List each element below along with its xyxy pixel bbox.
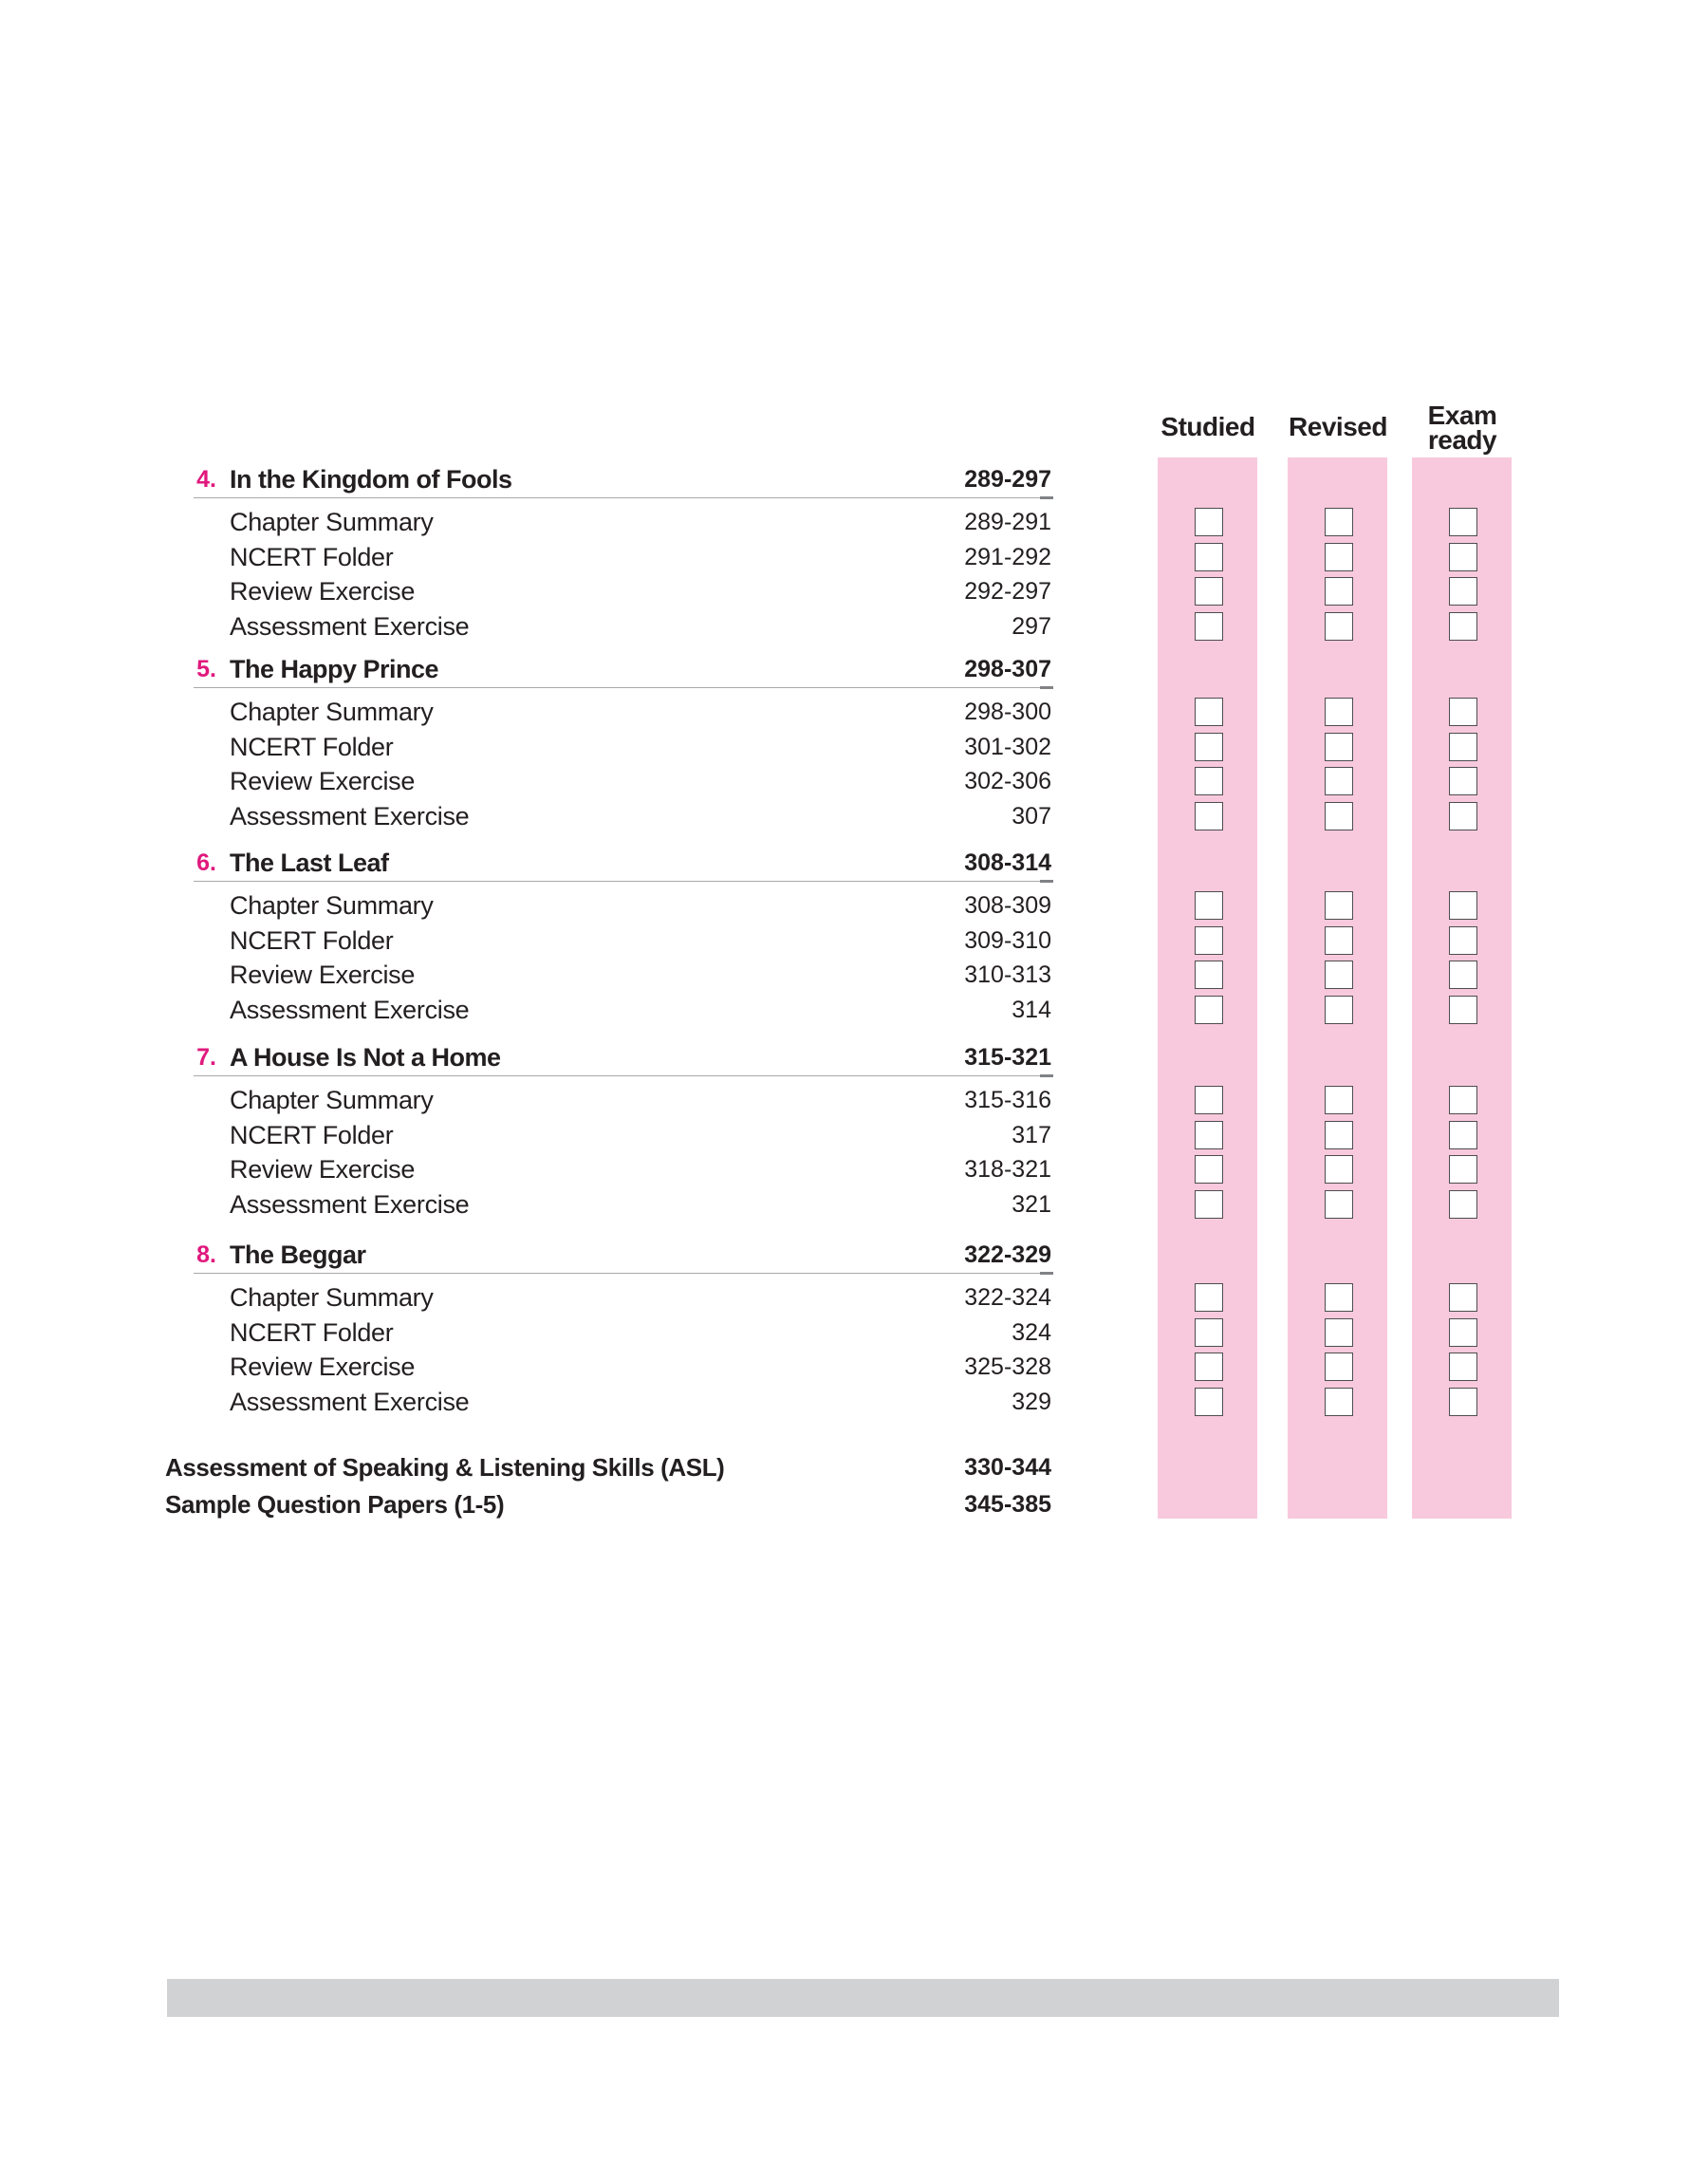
section-pages: 307 bbox=[1012, 803, 1051, 830]
chapter-title: The Beggar bbox=[230, 1241, 366, 1269]
exam-ready-checkbox[interactable] bbox=[1449, 543, 1477, 571]
chapter-number: 7. bbox=[196, 1044, 216, 1071]
exam-ready-checkbox[interactable] bbox=[1449, 612, 1477, 641]
chapter-number: 8. bbox=[196, 1241, 216, 1268]
exam-ready-checkbox[interactable] bbox=[1449, 1155, 1477, 1184]
studied-checkbox[interactable] bbox=[1195, 1388, 1223, 1416]
studied-checkbox[interactable] bbox=[1195, 961, 1223, 989]
extra-title: Assessment of Speaking & Listening Skills (ASL) bbox=[165, 1453, 725, 1482]
chapter-title: The Last Leaf bbox=[230, 849, 389, 877]
extra-title: Sample Question Papers (1-5) bbox=[165, 1490, 505, 1519]
section-title: Review Exercise bbox=[230, 961, 416, 989]
section-pages: 292-297 bbox=[964, 578, 1051, 605]
exam-ready-checkbox[interactable] bbox=[1449, 698, 1477, 726]
revised-checkbox[interactable] bbox=[1325, 961, 1353, 989]
section-pages: 310-313 bbox=[964, 961, 1051, 988]
chapter-row bbox=[0, 1040, 1708, 1074]
chapter-divider-tick bbox=[1040, 1074, 1053, 1077]
revised-checkbox[interactable] bbox=[1325, 996, 1353, 1024]
chapter-row bbox=[0, 1238, 1708, 1272]
revised-checkbox[interactable] bbox=[1325, 767, 1353, 795]
extra-row bbox=[0, 1450, 1708, 1484]
section-title: Chapter Summary bbox=[230, 508, 434, 536]
exam-ready-checkbox[interactable] bbox=[1449, 1318, 1477, 1347]
section-title: NCERT Folder bbox=[230, 926, 394, 955]
chapter-pages: 289-297 bbox=[964, 466, 1051, 493]
chapter-title: The Happy Prince bbox=[230, 655, 439, 683]
section-pages: 302-306 bbox=[964, 768, 1051, 794]
chapter-number: 4. bbox=[196, 466, 216, 493]
studied-checkbox[interactable] bbox=[1195, 543, 1223, 571]
studied-checkbox[interactable] bbox=[1195, 996, 1223, 1024]
section-pages: 289-291 bbox=[964, 509, 1051, 535]
section-pages: 309-310 bbox=[964, 927, 1051, 954]
chapter-divider bbox=[194, 881, 1053, 882]
section-pages: 322-324 bbox=[964, 1284, 1051, 1311]
studied-checkbox[interactable] bbox=[1195, 1086, 1223, 1114]
section-pages: 314 bbox=[1012, 997, 1051, 1023]
footer-bar bbox=[167, 1979, 1559, 2017]
chapter-row bbox=[0, 652, 1708, 686]
revised-checkbox[interactable] bbox=[1325, 1190, 1353, 1219]
revised-checkbox[interactable] bbox=[1325, 891, 1353, 920]
exam-ready-checkbox[interactable] bbox=[1449, 891, 1477, 920]
section-title: Chapter Summary bbox=[230, 1086, 434, 1114]
section-title: Review Exercise bbox=[230, 1155, 416, 1184]
revised-checkbox[interactable] bbox=[1325, 1388, 1353, 1416]
studied-checkbox[interactable] bbox=[1195, 733, 1223, 761]
studied-checkbox[interactable] bbox=[1195, 802, 1223, 830]
revised-checkbox[interactable] bbox=[1325, 1121, 1353, 1149]
revised-checkbox[interactable] bbox=[1325, 612, 1353, 641]
chapter-pages: 322-329 bbox=[964, 1241, 1051, 1268]
section-title: Assessment Exercise bbox=[230, 996, 470, 1024]
section-pages: 329 bbox=[1012, 1389, 1051, 1415]
chapter-number: 5. bbox=[196, 656, 216, 682]
revised-checkbox[interactable] bbox=[1325, 543, 1353, 571]
studied-checkbox[interactable] bbox=[1195, 1318, 1223, 1347]
studied-checkbox[interactable] bbox=[1195, 1190, 1223, 1219]
studied-checkbox[interactable] bbox=[1195, 891, 1223, 920]
exam-ready-checkbox[interactable] bbox=[1449, 1353, 1477, 1381]
chapter-number: 6. bbox=[196, 849, 216, 876]
chapter-divider bbox=[194, 687, 1053, 688]
studied-header: Studied bbox=[1160, 412, 1255, 441]
chapter-pages: 298-307 bbox=[964, 656, 1051, 682]
section-pages: 324 bbox=[1012, 1319, 1051, 1346]
studied-checkbox[interactable] bbox=[1195, 612, 1223, 641]
revised-checkbox[interactable] bbox=[1325, 1318, 1353, 1347]
chapter-divider-tick bbox=[1040, 686, 1053, 689]
studied-checkbox[interactable] bbox=[1195, 1121, 1223, 1149]
exam-ready-checkbox[interactable] bbox=[1449, 926, 1477, 955]
revised-checkbox[interactable] bbox=[1325, 508, 1353, 536]
studied-checkbox[interactable] bbox=[1195, 926, 1223, 955]
exam-ready-checkbox[interactable] bbox=[1449, 1283, 1477, 1312]
section-title: NCERT Folder bbox=[230, 733, 394, 761]
studied-checkbox[interactable] bbox=[1195, 508, 1223, 536]
revised-checkbox[interactable] bbox=[1325, 1086, 1353, 1114]
chapter-divider bbox=[194, 1075, 1053, 1076]
section-title: Assessment Exercise bbox=[230, 1190, 470, 1219]
section-title: Chapter Summary bbox=[230, 891, 434, 920]
section-pages: 298-300 bbox=[964, 699, 1051, 725]
section-title: Review Exercise bbox=[230, 1353, 416, 1381]
exam-ready-checkbox[interactable] bbox=[1449, 1190, 1477, 1219]
chapter-title: In the Kingdom of Fools bbox=[230, 465, 512, 494]
chapter-title: A House Is Not a Home bbox=[230, 1043, 501, 1072]
exam-ready-header: Exam ready bbox=[1427, 401, 1497, 455]
section-title: NCERT Folder bbox=[230, 543, 394, 571]
exam-ready-checkbox[interactable] bbox=[1449, 508, 1477, 536]
revised-checkbox[interactable] bbox=[1325, 1353, 1353, 1381]
studied-checkbox[interactable] bbox=[1195, 698, 1223, 726]
section-pages: 321 bbox=[1012, 1191, 1051, 1218]
exam-ready-checkbox[interactable] bbox=[1449, 802, 1477, 830]
section-pages: 317 bbox=[1012, 1122, 1051, 1148]
chapter-row bbox=[0, 462, 1708, 496]
section-title: Review Exercise bbox=[230, 577, 416, 606]
exam-ready-checkbox[interactable] bbox=[1449, 996, 1477, 1024]
section-pages: 315-316 bbox=[964, 1087, 1051, 1113]
chapter-divider-tick bbox=[1040, 1272, 1053, 1275]
section-title: NCERT Folder bbox=[230, 1121, 394, 1149]
studied-checkbox[interactable] bbox=[1195, 1155, 1223, 1184]
revised-header: Revised bbox=[1289, 412, 1387, 441]
section-pages: 325-328 bbox=[964, 1353, 1051, 1380]
chapter-pages: 315-321 bbox=[964, 1044, 1051, 1071]
revised-checkbox[interactable] bbox=[1325, 802, 1353, 830]
chapter-divider-tick bbox=[1040, 880, 1053, 883]
exam-ready-checkbox[interactable] bbox=[1449, 767, 1477, 795]
exam-ready-checkbox[interactable] bbox=[1449, 1086, 1477, 1114]
chapter-row bbox=[0, 846, 1708, 880]
exam-ready-checkbox[interactable] bbox=[1449, 577, 1477, 606]
section-title: Assessment Exercise bbox=[230, 1388, 470, 1416]
extra-row bbox=[0, 1487, 1708, 1521]
section-title: Chapter Summary bbox=[230, 1283, 434, 1312]
section-title: Review Exercise bbox=[230, 767, 416, 795]
exam-ready-checkbox[interactable] bbox=[1449, 733, 1477, 761]
revised-checkbox[interactable] bbox=[1325, 698, 1353, 726]
revised-checkbox[interactable] bbox=[1325, 577, 1353, 606]
revised-checkbox[interactable] bbox=[1325, 926, 1353, 955]
section-pages: 318-321 bbox=[964, 1156, 1051, 1183]
exam-ready-checkbox[interactable] bbox=[1449, 1388, 1477, 1416]
extra-pages: 345-385 bbox=[964, 1491, 1051, 1518]
section-pages: 291-292 bbox=[964, 544, 1051, 570]
extra-pages: 330-344 bbox=[964, 1454, 1051, 1481]
studied-checkbox[interactable] bbox=[1195, 1283, 1223, 1312]
section-pages: 308-309 bbox=[964, 892, 1051, 919]
studied-checkbox[interactable] bbox=[1195, 577, 1223, 606]
studied-checkbox[interactable] bbox=[1195, 1353, 1223, 1381]
studied-checkbox[interactable] bbox=[1195, 767, 1223, 795]
section-pages: 301-302 bbox=[964, 734, 1051, 760]
revised-checkbox[interactable] bbox=[1325, 1283, 1353, 1312]
chapter-divider-tick bbox=[1040, 496, 1053, 499]
section-title: NCERT Folder bbox=[230, 1318, 394, 1347]
revised-checkbox[interactable] bbox=[1325, 1155, 1353, 1184]
revised-checkbox[interactable] bbox=[1325, 733, 1353, 761]
exam-ready-checkbox[interactable] bbox=[1449, 961, 1477, 989]
section-title: Chapter Summary bbox=[230, 698, 434, 726]
chapter-divider bbox=[194, 1273, 1053, 1274]
section-title: Assessment Exercise bbox=[230, 612, 470, 641]
section-pages: 297 bbox=[1012, 613, 1051, 640]
exam-ready-checkbox[interactable] bbox=[1449, 1121, 1477, 1149]
chapter-divider bbox=[194, 497, 1053, 498]
section-title: Assessment Exercise bbox=[230, 802, 470, 830]
chapter-pages: 308-314 bbox=[964, 849, 1051, 876]
